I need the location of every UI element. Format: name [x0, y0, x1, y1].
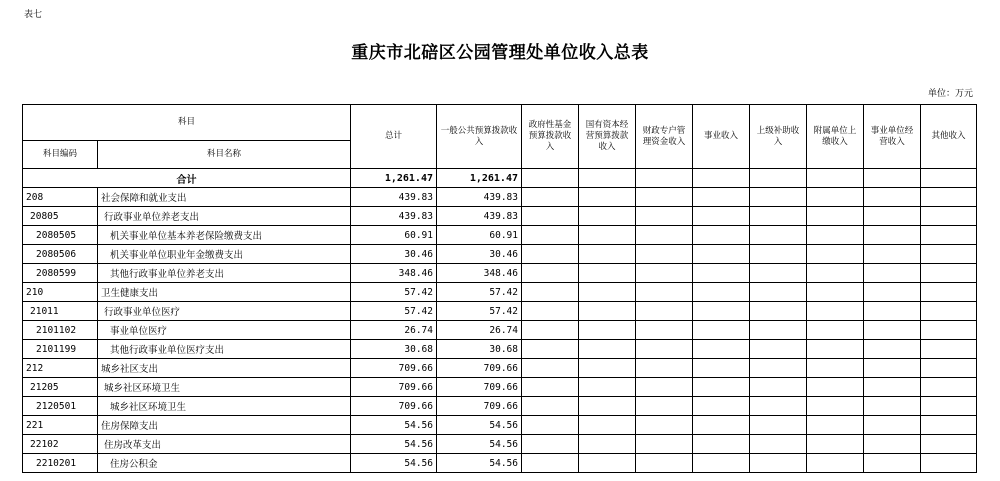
- empty-cell: [579, 207, 636, 226]
- empty-cell: [522, 226, 579, 245]
- table-row: [23, 188, 977, 207]
- empty-cell: [750, 378, 807, 397]
- table-row: [23, 340, 977, 359]
- empty-cell: [693, 207, 750, 226]
- empty-cell: [750, 169, 807, 188]
- empty-cell: [807, 169, 864, 188]
- empty-cell: [693, 188, 750, 207]
- empty-cell: [921, 207, 977, 226]
- row-general-budget: 30.68: [437, 340, 522, 359]
- row-general-budget: 30.46: [437, 245, 522, 264]
- row-name: 其他行政事业单位医疗支出: [98, 340, 351, 359]
- empty-cell: [921, 302, 977, 321]
- table-row: [23, 245, 977, 264]
- row-total: 709.66: [351, 359, 437, 378]
- row-name: 行政事业单位养老支出: [98, 207, 351, 226]
- header-row: [23, 105, 977, 141]
- table-row: [23, 302, 977, 321]
- empty-cell: [579, 397, 636, 416]
- empty-cell: [693, 169, 750, 188]
- empty-cell: [579, 188, 636, 207]
- empty-cell: [750, 245, 807, 264]
- total-amount: 1,261.47: [351, 169, 437, 188]
- row-name: 住房保障支出: [98, 416, 351, 435]
- row-total: 54.56: [351, 454, 437, 473]
- empty-cell: [864, 340, 921, 359]
- row-name: 住房公积金: [98, 454, 351, 473]
- row-general-budget: 57.42: [437, 302, 522, 321]
- table-row: [23, 397, 977, 416]
- row-general-budget: 439.83: [437, 207, 522, 226]
- empty-cell: [522, 264, 579, 283]
- row-total: 54.56: [351, 416, 437, 435]
- empty-cell: [636, 378, 693, 397]
- row-general-budget: 709.66: [437, 378, 522, 397]
- empty-cell: [579, 264, 636, 283]
- row-total: 60.91: [351, 226, 437, 245]
- empty-cell: [579, 340, 636, 359]
- empty-cell: [636, 302, 693, 321]
- empty-cell: [522, 169, 579, 188]
- empty-cell: [921, 321, 977, 340]
- header-code: 科目编码: [23, 141, 98, 169]
- empty-cell: [636, 416, 693, 435]
- row-total: 30.68: [351, 340, 437, 359]
- header-other: 其他收入: [921, 105, 977, 169]
- empty-cell: [579, 245, 636, 264]
- row-total: 439.83: [351, 207, 437, 226]
- empty-cell: [921, 416, 977, 435]
- row-general-budget: 54.56: [437, 416, 522, 435]
- empty-cell: [921, 435, 977, 454]
- empty-cell: [807, 207, 864, 226]
- empty-cell: [750, 226, 807, 245]
- empty-cell: [750, 321, 807, 340]
- empty-cell: [636, 454, 693, 473]
- header-operating: 事业单位经营收入: [864, 105, 921, 169]
- row-code: 20805: [23, 207, 98, 226]
- header-general-budget: 一般公共预算拨款收入: [437, 105, 522, 169]
- empty-cell: [693, 283, 750, 302]
- empty-cell: [636, 226, 693, 245]
- empty-cell: [693, 264, 750, 283]
- empty-cell: [864, 283, 921, 302]
- empty-cell: [750, 302, 807, 321]
- empty-cell: [807, 226, 864, 245]
- empty-cell: [807, 302, 864, 321]
- empty-cell: [579, 378, 636, 397]
- header-kemu: 科目: [23, 105, 351, 141]
- empty-cell: [807, 340, 864, 359]
- header-total: 总计: [351, 105, 437, 169]
- empty-cell: [636, 321, 693, 340]
- empty-cell: [636, 435, 693, 454]
- row-total: 26.74: [351, 321, 437, 340]
- empty-cell: [579, 416, 636, 435]
- row-general-budget: 57.42: [437, 283, 522, 302]
- empty-cell: [636, 397, 693, 416]
- row-code: 212: [23, 359, 98, 378]
- empty-cell: [579, 359, 636, 378]
- row-name: 机关事业单位职业年金缴费支出: [98, 245, 351, 264]
- empty-cell: [864, 359, 921, 378]
- header-business: 事业收入: [693, 105, 750, 169]
- empty-cell: [693, 416, 750, 435]
- row-general-budget: 439.83: [437, 188, 522, 207]
- empty-cell: [636, 207, 693, 226]
- empty-cell: [864, 188, 921, 207]
- row-code: 2080505: [23, 226, 98, 245]
- empty-cell: [693, 397, 750, 416]
- header-gov-fund: 政府性基金预算拨款收入: [522, 105, 579, 169]
- empty-cell: [522, 207, 579, 226]
- empty-cell: [921, 226, 977, 245]
- empty-cell: [636, 359, 693, 378]
- row-code: 2101199: [23, 340, 98, 359]
- empty-cell: [693, 435, 750, 454]
- empty-cell: [864, 245, 921, 264]
- empty-cell: [636, 340, 693, 359]
- row-code: 22102: [23, 435, 98, 454]
- empty-cell: [750, 416, 807, 435]
- row-code: 2080599: [23, 264, 98, 283]
- empty-cell: [522, 245, 579, 264]
- empty-cell: [579, 283, 636, 302]
- empty-cell: [921, 378, 977, 397]
- row-general-budget: 709.66: [437, 397, 522, 416]
- row-total: 57.42: [351, 302, 437, 321]
- empty-cell: [921, 169, 977, 188]
- row-name: 事业单位医疗: [98, 321, 351, 340]
- row-total: 439.83: [351, 188, 437, 207]
- row-name: 卫生健康支出: [98, 283, 351, 302]
- row-code: 21011: [23, 302, 98, 321]
- empty-cell: [864, 169, 921, 188]
- empty-cell: [807, 245, 864, 264]
- empty-cell: [693, 340, 750, 359]
- header-fiscal-special: 财政专户管理资金收入: [636, 105, 693, 169]
- empty-cell: [579, 454, 636, 473]
- empty-cell: [807, 188, 864, 207]
- table-row: [23, 378, 977, 397]
- empty-cell: [636, 264, 693, 283]
- row-code: 21205: [23, 378, 98, 397]
- empty-cell: [864, 321, 921, 340]
- row-total: 54.56: [351, 435, 437, 454]
- row-total: 57.42: [351, 283, 437, 302]
- empty-cell: [579, 226, 636, 245]
- empty-cell: [693, 359, 750, 378]
- table-row: [23, 435, 977, 454]
- empty-cell: [807, 397, 864, 416]
- row-total: 30.46: [351, 245, 437, 264]
- header-superior: 上级补助收入: [750, 105, 807, 169]
- empty-cell: [522, 454, 579, 473]
- empty-cell: [807, 454, 864, 473]
- total-general-budget: 1,261.47: [437, 169, 522, 188]
- total-row: [23, 169, 977, 188]
- empty-cell: [522, 321, 579, 340]
- empty-cell: [807, 378, 864, 397]
- table-number-label: 表七: [24, 10, 43, 20]
- header-state-capital: 国有资本经营预算拨款收入: [579, 105, 636, 169]
- empty-cell: [750, 454, 807, 473]
- table-row: [23, 283, 977, 302]
- empty-cell: [522, 359, 579, 378]
- empty-cell: [522, 340, 579, 359]
- empty-cell: [921, 188, 977, 207]
- empty-cell: [522, 435, 579, 454]
- empty-cell: [864, 264, 921, 283]
- empty-cell: [522, 397, 579, 416]
- row-code: 210: [23, 283, 98, 302]
- empty-cell: [864, 416, 921, 435]
- empty-cell: [864, 302, 921, 321]
- header-name: 科目名称: [98, 141, 351, 169]
- row-name: 行政事业单位医疗: [98, 302, 351, 321]
- empty-cell: [522, 188, 579, 207]
- empty-cell: [921, 359, 977, 378]
- row-name: 城乡社区环境卫生: [98, 378, 351, 397]
- empty-cell: [750, 340, 807, 359]
- table-row: [23, 454, 977, 473]
- empty-cell: [864, 378, 921, 397]
- table-row: [23, 321, 977, 340]
- empty-cell: [921, 264, 977, 283]
- empty-cell: [864, 226, 921, 245]
- header-affiliated: 附属单位上缴收入: [807, 105, 864, 169]
- empty-cell: [693, 321, 750, 340]
- page-title: 重庆市北碚区公园管理处单位收入总表: [351, 43, 649, 63]
- row-general-budget: 26.74: [437, 321, 522, 340]
- row-general-budget: 60.91: [437, 226, 522, 245]
- row-general-budget: 348.46: [437, 264, 522, 283]
- empty-cell: [750, 264, 807, 283]
- table-row: [23, 264, 977, 283]
- row-name: 城乡社区环境卫生: [98, 397, 351, 416]
- empty-cell: [522, 302, 579, 321]
- row-code: 2101102: [23, 321, 98, 340]
- empty-cell: [750, 188, 807, 207]
- empty-cell: [693, 454, 750, 473]
- empty-cell: [864, 435, 921, 454]
- row-code: 2120501: [23, 397, 98, 416]
- empty-cell: [750, 435, 807, 454]
- empty-cell: [579, 435, 636, 454]
- total-label: 合计: [23, 169, 351, 188]
- table-row: [23, 207, 977, 226]
- row-name: 其他行政事业单位养老支出: [98, 264, 351, 283]
- empty-cell: [807, 435, 864, 454]
- empty-cell: [693, 302, 750, 321]
- row-name: 机关事业单位基本养老保险缴费支出: [98, 226, 351, 245]
- empty-cell: [807, 321, 864, 340]
- empty-cell: [921, 454, 977, 473]
- empty-cell: [750, 207, 807, 226]
- row-name: 城乡社区支出: [98, 359, 351, 378]
- empty-cell: [522, 416, 579, 435]
- row-code: 221: [23, 416, 98, 435]
- row-general-budget: 54.56: [437, 435, 522, 454]
- empty-cell: [693, 226, 750, 245]
- empty-cell: [636, 169, 693, 188]
- empty-cell: [807, 283, 864, 302]
- row-total: 709.66: [351, 397, 437, 416]
- empty-cell: [807, 359, 864, 378]
- row-total: 348.46: [351, 264, 437, 283]
- empty-cell: [579, 302, 636, 321]
- empty-cell: [921, 340, 977, 359]
- empty-cell: [579, 321, 636, 340]
- table-row: [23, 359, 977, 378]
- empty-cell: [750, 283, 807, 302]
- empty-cell: [921, 397, 977, 416]
- empty-cell: [921, 283, 977, 302]
- empty-cell: [864, 454, 921, 473]
- row-code: 2080506: [23, 245, 98, 264]
- empty-cell: [864, 397, 921, 416]
- empty-cell: [636, 283, 693, 302]
- row-code: 208: [23, 188, 98, 207]
- table-row: [23, 416, 977, 435]
- unit-label: 单位：万元: [928, 89, 974, 99]
- row-code: 2210201: [23, 454, 98, 473]
- row-name: 住房改革支出: [98, 435, 351, 454]
- row-total: 709.66: [351, 378, 437, 397]
- empty-cell: [579, 169, 636, 188]
- empty-cell: [693, 378, 750, 397]
- empty-cell: [864, 207, 921, 226]
- empty-cell: [636, 188, 693, 207]
- row-name: 社会保障和就业支出: [98, 188, 351, 207]
- empty-cell: [522, 378, 579, 397]
- row-general-budget: 54.56: [437, 454, 522, 473]
- empty-cell: [807, 416, 864, 435]
- empty-cell: [807, 264, 864, 283]
- empty-cell: [693, 245, 750, 264]
- row-general-budget: 709.66: [437, 359, 522, 378]
- empty-cell: [522, 283, 579, 302]
- empty-cell: [636, 245, 693, 264]
- empty-cell: [921, 245, 977, 264]
- table-row: [23, 226, 977, 245]
- income-summary-table: [22, 104, 977, 473]
- empty-cell: [750, 397, 807, 416]
- empty-cell: [750, 359, 807, 378]
